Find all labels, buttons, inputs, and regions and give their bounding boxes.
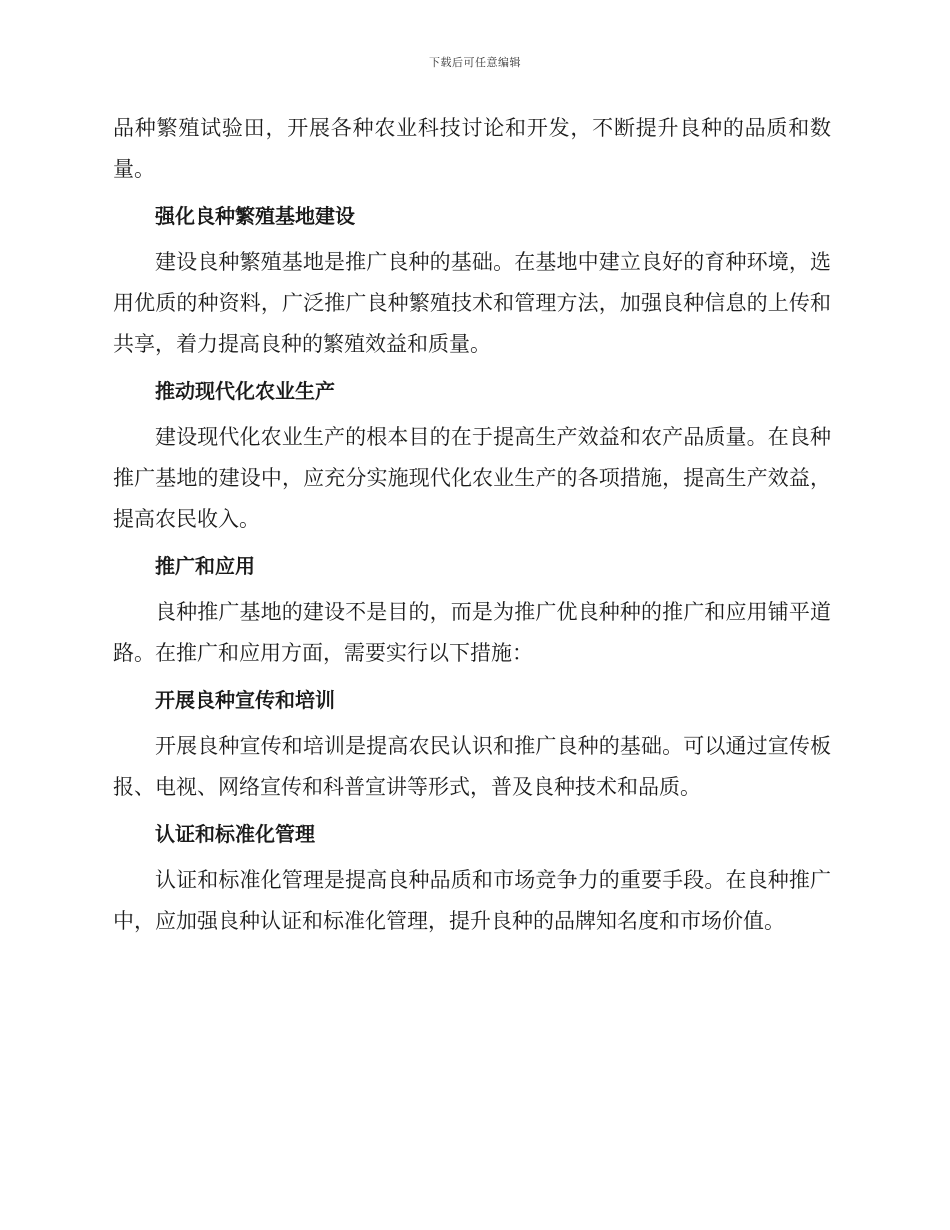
section-heading-promotion-application: 推广和应用 bbox=[155, 554, 255, 578]
section-heading-breeding-base: 强化良种繁殖基地建设 bbox=[155, 204, 355, 228]
paragraph-promotion-application: 良种推广基地的建设不是目的，而是为推广优良种种的推广和应用铺平道路。在推广和应用方面，需要实行以下措施： bbox=[113, 600, 831, 665]
paragraph-modern-agriculture: 建设现代化农业生产的根本目的在于提高生产效益和农产品质量。在良种推广基地的建设中，应充分实施现代化农业生产的各项措施，提高生产效益，提高农民收入。 bbox=[113, 425, 831, 531]
section-heading-modern-agriculture: 推动现代化农业生产 bbox=[155, 379, 335, 403]
paragraph-publicity-training: 开展良种宣传和培训是提高农民认识和推广良种的基础。可以通过宣传板报、电视、网络宣传和科普宣讲等形式，普及良种技术和品质。 bbox=[113, 734, 831, 799]
document-body bbox=[113, 108, 831, 942]
paragraph-certification: 认证和标准化管理是提高良种品质和市场竞争力的重要手段。在良种推广中，应加强良种认证和标准化管理，提升良种的品牌知名度和市场价值。 bbox=[113, 868, 831, 933]
paragraph-continuation: 品种繁殖试验田，开展各种农业科技讨论和开发，不断提升良种的品质和数量。 bbox=[113, 116, 831, 181]
section-heading-publicity-training: 开展良种宣传和培训 bbox=[155, 688, 335, 712]
section-heading-certification: 认证和标准化管理 bbox=[155, 822, 315, 846]
page-header: 下载后可任意编辑 bbox=[429, 56, 521, 69]
paragraph-breeding-base: 建设良种繁殖基地是推广良种的基础。在基地中建立良好的育种环境，选用优质的种资料，广泛推广良种繁殖技术和管理方法，加强良种信息的上传和共享，着力提高良种的繁殖效益和质量。 bbox=[113, 250, 831, 356]
